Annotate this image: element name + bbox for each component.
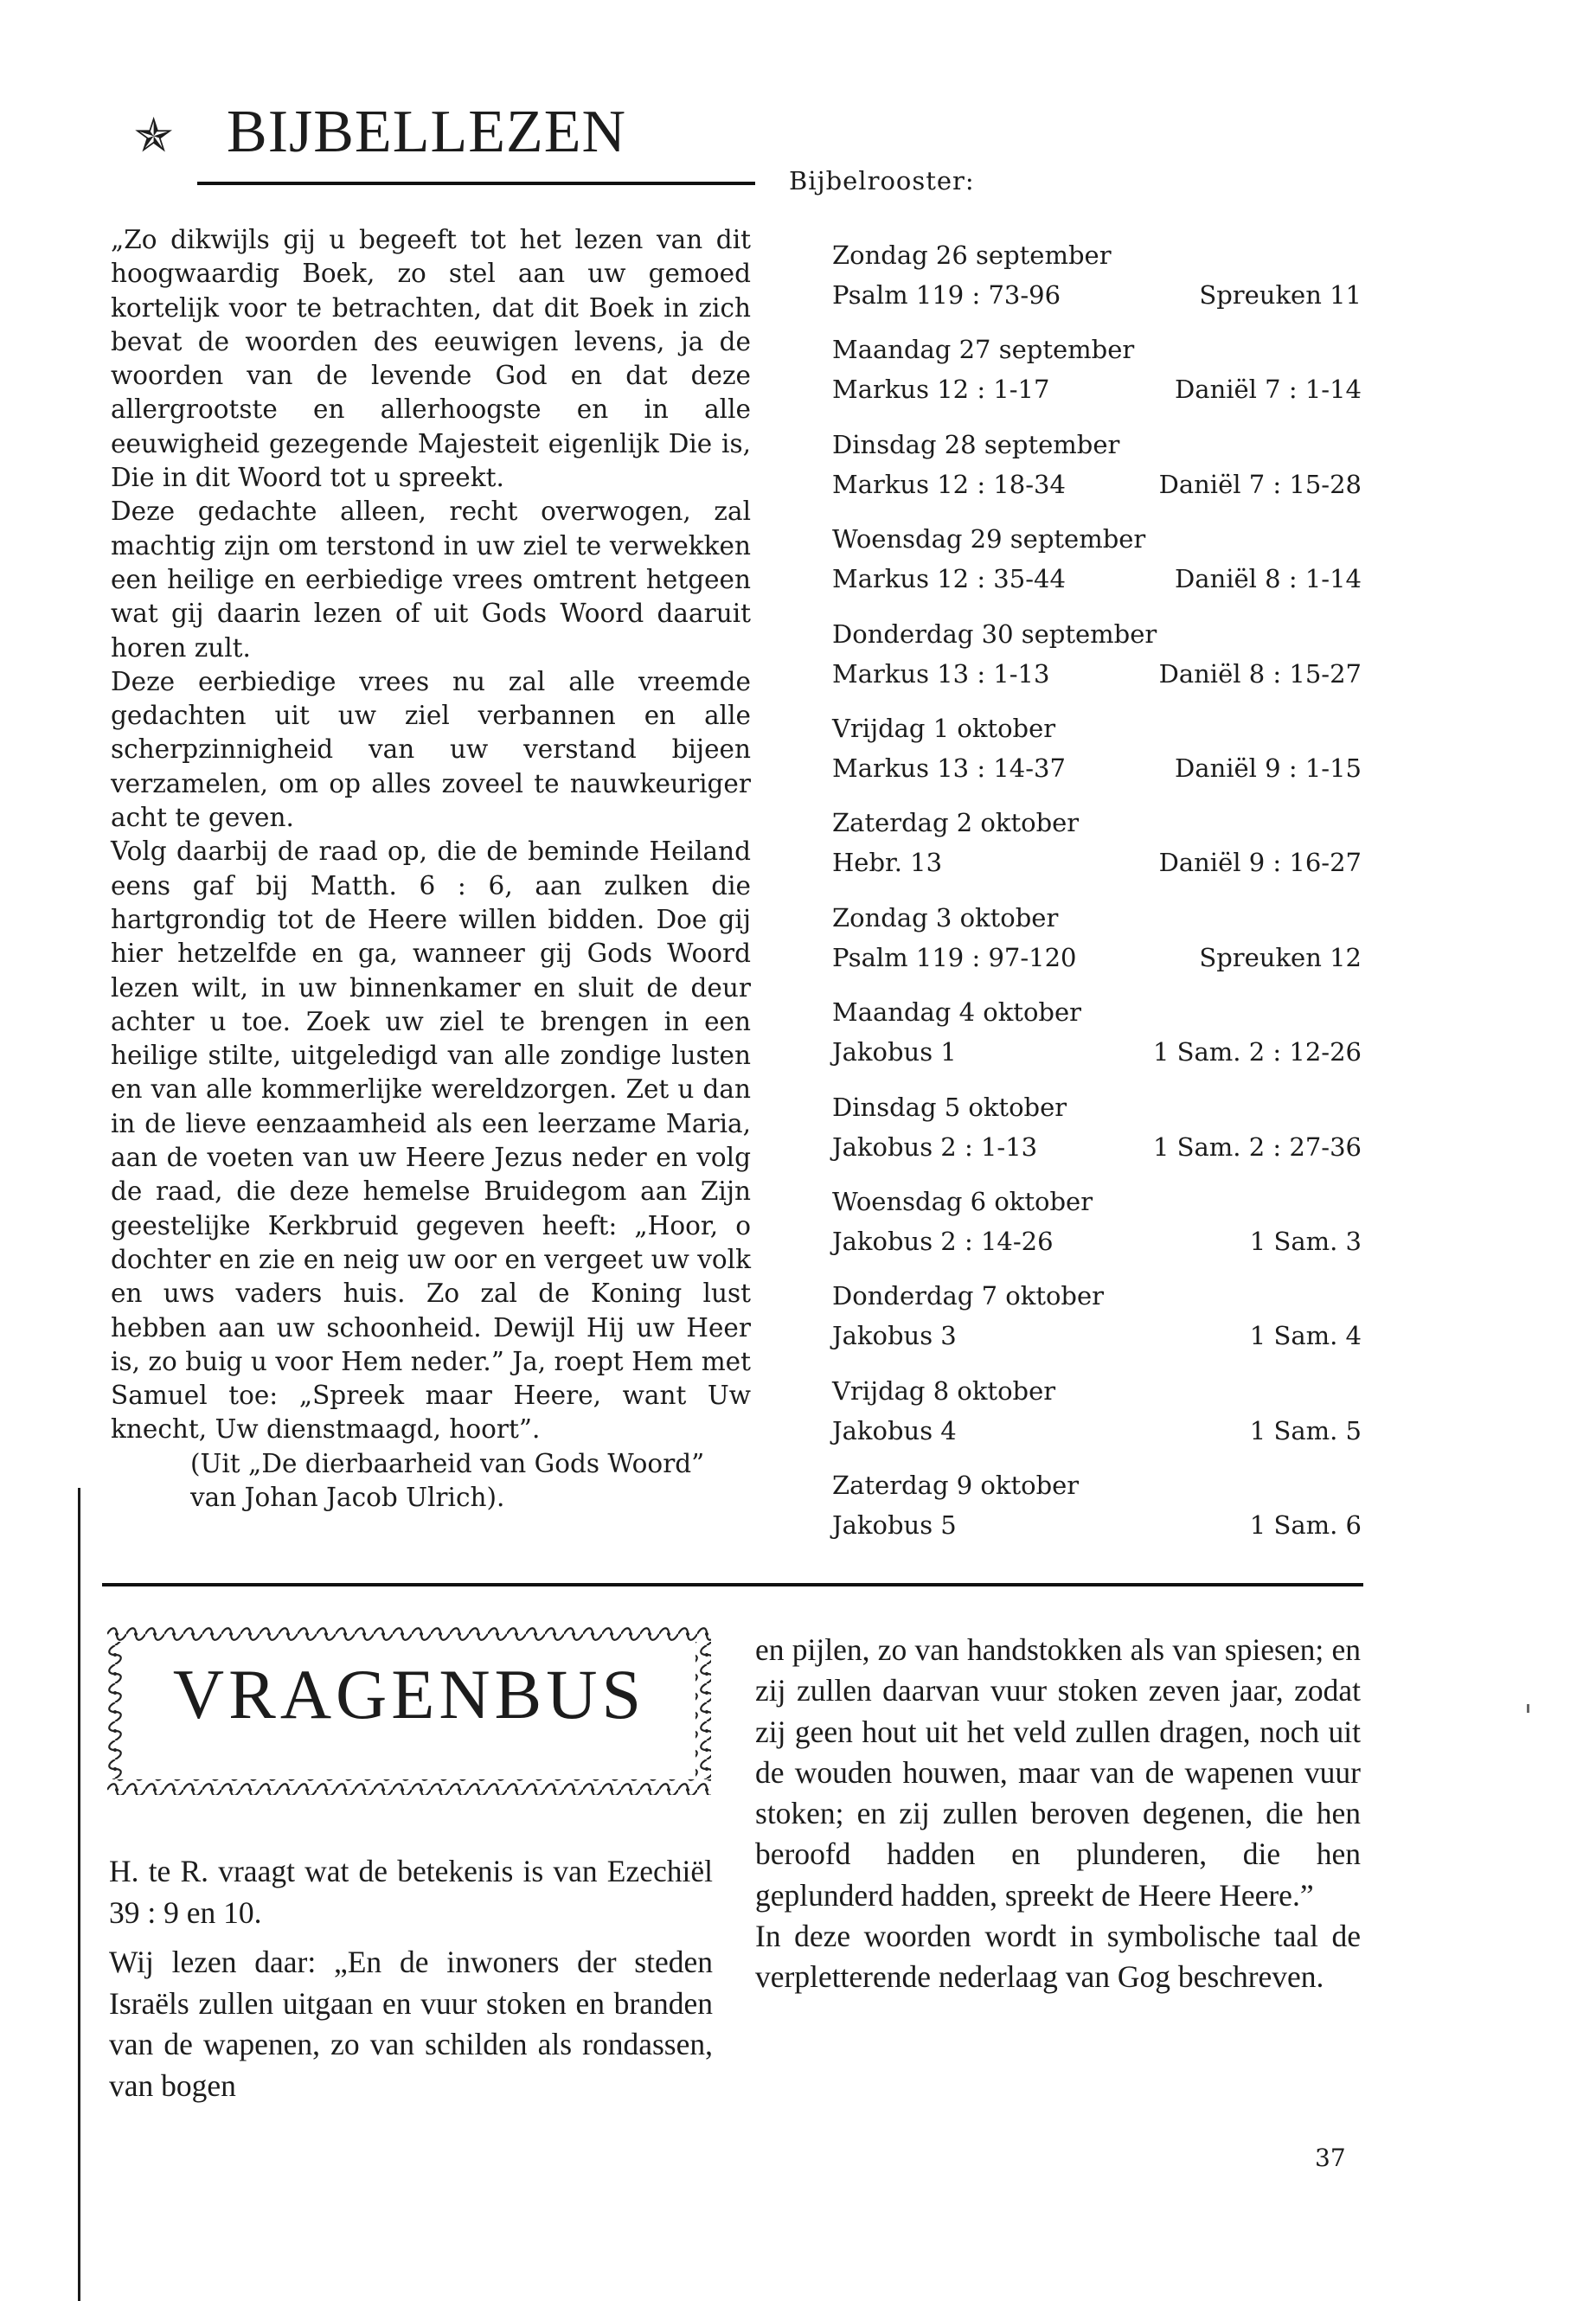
rooster-day-label: Woensdag 29 september <box>832 524 1146 554</box>
vragenbus-paragraph: Wij lezen daar: „En de inwoners der steden Israëls zullen uitgaan en vuur stoken en branden van de wapenen, zo van schilden als rondassen, van bogen <box>109 1945 713 2103</box>
rooster-day <box>832 1276 1362 1370</box>
article-credit-line: (Uit „De dierbaarheid van Gods Woord” <box>190 1448 705 1478</box>
vragenbus-paragraph: en pijlen, zo van handstokken als van spiesen; en zij zullen daarvan vuur stoken zeven jaar, zodat zij geen hout uit het veld zullen dragen, noch uit de wouden houwen, maar van de wapenen vuur stoken; en zij zullen beroven degenen, die hen beroofd hadden en plunderen, die hen geplunderd hadden, spreekt de Heere Heere.” <box>755 1632 1361 1913</box>
section-title-bijbellezen: BIJBELLEZEN <box>227 99 627 165</box>
rooster-reading-left: Markus 12 : 35-44 <box>832 564 1066 594</box>
rooster-reading-left: Jakobus 2 : 14-26 <box>832 1226 1054 1256</box>
rooster-day <box>832 425 1362 519</box>
rooster-reading-right: 1 Sam. 3 <box>1249 1226 1362 1256</box>
rooster-reading-right: Daniël 7 : 1-14 <box>1175 375 1362 405</box>
rooster-day-label: Dinsdag 28 september <box>832 429 1120 459</box>
rooster-day <box>832 614 1362 708</box>
rooster-day-label: Maandag 27 september <box>832 335 1135 365</box>
rooster-day <box>832 1087 1362 1182</box>
bijbellezen-article <box>111 223 751 1515</box>
rooster-day <box>832 803 1362 897</box>
rooster-reading-left: Psalm 119 : 97-120 <box>832 942 1077 972</box>
rooster-day-label: Vrijdag 8 oktober <box>832 1375 1056 1406</box>
rooster-reading-left: Psalm 119 : 73-96 <box>832 280 1061 310</box>
rooster-day-label: Donderdag 7 oktober <box>832 1281 1105 1311</box>
vragenbus-column-left <box>109 1851 713 2115</box>
left-margin-rule <box>78 1488 80 2301</box>
rooster-reading-right: 1 Sam. 5 <box>1249 1415 1362 1445</box>
rooster-reading-right: 1 Sam. 4 <box>1249 1321 1362 1351</box>
rooster-reading-left: Hebr. 13 <box>832 848 943 878</box>
rooster-day-label: Maandag 4 oktober <box>832 997 1081 1028</box>
rooster-reading-left: Jakobus 1 <box>832 1037 957 1067</box>
rooster-day-label: Dinsdag 5 oktober <box>832 1092 1067 1122</box>
rooster-reading-left: Markus 12 : 1-17 <box>832 375 1050 405</box>
rooster-day <box>832 898 1362 992</box>
rooster-reading-right: 1 Sam. 2 : 12-26 <box>1152 1037 1362 1067</box>
rooster-reading-right: 1 Sam. 2 : 27-36 <box>1152 1131 1362 1162</box>
vragenbus-header-box <box>107 1626 711 1795</box>
rooster-reading-left: Markus 12 : 18-34 <box>832 469 1066 499</box>
rooster-reading-right: Daniël 7 : 15-28 <box>1158 469 1362 499</box>
rooster-day <box>832 235 1362 330</box>
title-underline <box>197 182 755 185</box>
rooster-day <box>832 992 1362 1086</box>
rooster-day <box>832 330 1362 424</box>
article-paragraph: „Zo dikwijls gij u begeeft tot het lezen van dit hoogwaardig Boek, zo stel aan uw gemoed kortelijk voor te betrachten, dat dit Boek in zich bevat de woorden des eeuwigen levens, ja de woorden van de levende God en dat deze allergrootste en allerhoogste en in alle eeuwigheid gezegende Majesteit eigenlijk Die is, Die in dit Woord tot u spreekt. <box>111 225 751 493</box>
rooster-day-label: Zondag 26 september <box>832 240 1112 270</box>
rooster-reading-left: Jakobus 2 : 1-13 <box>832 1131 1038 1162</box>
article-paragraph: Deze gedachte alleen, recht overwogen, zal machtig zijn om terstond in uw ziel te verwekken een heilige en eerbiedige vrees omtrent hetgeen wat gij daarin lezen of uit Gods Woord daaruit horen zult. <box>111 497 751 663</box>
rooster-reading-right: Daniël 9 : 1-15 <box>1175 753 1362 783</box>
rooster-reading-right: Daniël 8 : 1-14 <box>1175 564 1362 594</box>
rooster-reading-left: Markus 13 : 1-13 <box>832 658 1050 689</box>
rooster-day <box>832 1465 1362 1560</box>
rooster-day-label: Donderdag 30 september <box>832 619 1157 649</box>
rooster-reading-left: Jakobus 3 <box>832 1321 957 1351</box>
rooster-day <box>832 519 1362 613</box>
rooster-day-label: Zondag 3 oktober <box>832 902 1059 933</box>
print-speck <box>1527 1704 1529 1713</box>
vragenbus-paragraph: In deze woorden wordt in symbolische taal de verpletterende nederlaag van Gog beschreven. <box>755 1919 1361 1995</box>
rooster-day-label: Woensdag 6 oktober <box>832 1186 1093 1216</box>
rooster-reading-left: Jakobus 4 <box>832 1415 957 1445</box>
article-paragraph: Volg daarbij de raad op, die de beminde Heiland eens gaf bij Matth. 6 : 6, aan zulken die hartgrondig tot de Heere willen bidden. Doe gij hier hetzelfde en ga, wanneer gij Gods Woord lezen wilt, in uw binnenkamer en sluit de deur achter u toe. Zoek uw ziel te brengen in een heilige stilte, uitgeledigd van alle zondige lusten en van alle kommerlijke wereldzorgen. Zet u dan in de lieve eenzaamheid als een leerzame Maria, aan de voeten van uw Heere Jezus neder en volg de raad, die deze hemelse Bruidegom aan Zijn geestelijke Kerkbruid gegeven heeft: „Hoor, o dochter en zie en neig uw oor en vergeet uw volk en uws vaders huis. Zo zal de Koning lust hebben aan uw schoonheid. Dewijl Hij uw Heer is, zo buig u voor Hem neder.” Ja, roept Hem met Samuel toe: „Spreek maar Heere, want Uw knecht, Uw dienstmaagd, hoort”. <box>111 836 751 1445</box>
star-icon: ✯ <box>134 108 174 163</box>
rooster-reading-right: Spreuken 12 <box>1199 942 1362 972</box>
rooster-day-label: Vrijdag 1 oktober <box>832 713 1056 743</box>
page-number: 37 <box>1315 2144 1346 2172</box>
rooster-reading-left: Markus 13 : 14-37 <box>832 753 1066 783</box>
rooster-reading-right: Daniël 8 : 15-27 <box>1158 658 1362 689</box>
section-divider <box>102 1583 1363 1586</box>
rooster-title: Bijbelrooster: <box>789 166 975 195</box>
rooster-day-label: Zaterdag 2 oktober <box>832 808 1080 838</box>
vragenbus-paragraph: H. te R. vraagt wat de betekenis is van Ezechiël 39 : 9 en 10. <box>109 1854 713 1930</box>
article-paragraph: Deze eerbiedige vrees nu zal alle vreemde gedachten uit uw ziel verbannen en alle scherpzinnigheid van uw verstand bijeen verzamelen, om op alles zoveel te nauwkeuriger acht te geven. <box>111 666 751 833</box>
rooster-day <box>832 1371 1362 1465</box>
vragenbus-column-right <box>755 1630 1361 1998</box>
rooster-day <box>832 1182 1362 1276</box>
rooster-day-label: Zaterdag 9 oktober <box>832 1471 1080 1501</box>
bijbelrooster-list <box>832 235 1362 1560</box>
rooster-reading-right: 1 Sam. 6 <box>1249 1510 1362 1541</box>
section-title-vragenbus: VRAGENBUS <box>172 1655 646 1734</box>
rooster-reading-right: Daniël 9 : 16-27 <box>1158 848 1362 878</box>
article-credit-line: van Johan Jacob Ulrich). <box>190 1482 505 1512</box>
rooster-day <box>832 708 1362 803</box>
rooster-reading-right: Spreuken 11 <box>1199 280 1362 310</box>
rooster-reading-left: Jakobus 5 <box>832 1510 957 1541</box>
